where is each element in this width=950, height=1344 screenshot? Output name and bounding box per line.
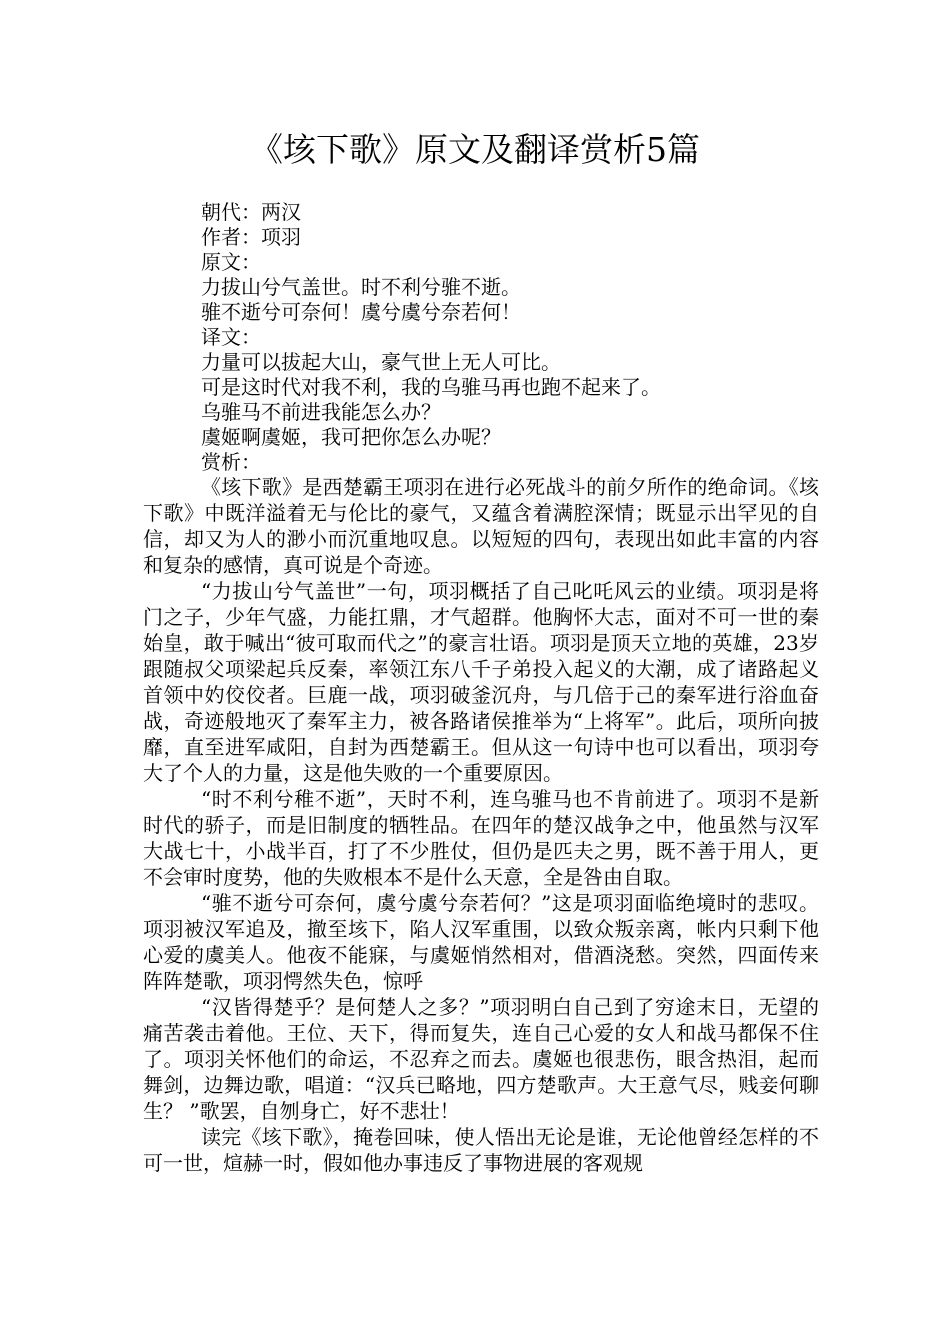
dynasty-line: 朝代：两汉: [201, 200, 301, 224]
original-text-heading: 原文：: [201, 250, 261, 274]
appreciation-paragraph: “汉皆得楚乎？是何楚人之多？”项羽明白自己到了穷途末日，无望的痛苦袭击着他。王位、天下，得而复失，连自己心爱的女人和战马都保不住了。项羽关怀他们的命运，不忍弃之而去。虞姬也很悲伤，眼含热泪，起而舞剑，边舞边歌，唱道：“汉兵已略地，四方楚歌声。大王意气尽，贱妾何聊生？ ”歌罢，自刎身亡，好不悲壮！: [143, 995, 819, 1123]
original-text-line: 力拔山兮气盖世。时不利兮骓不逝。: [201, 275, 521, 299]
appreciation-paragraph: “时不利兮稚不逝”，天时不利，连乌骓马也不肯前进了。项羽不是新时代的骄子，而是旧制度的牺牲品。在四年的楚汉战争之中，他虽然与汉军大战七十，小战半百，打了不少胜仗，但仍是匹夫之男，既不善于用人，更不会审时度势，他的失败根本不是什么天意，全是咎由自取。: [143, 787, 819, 889]
author-line: 作者：项羽: [201, 225, 301, 249]
appreciation-paragraph: 读完《垓下歌》，掩卷回味，使人悟出无论是谁，无论他曾经怎样的不可一世，煊赫一时，假如他办事违反了事物进展的客观规: [143, 1125, 819, 1175]
translation-heading: 译文：: [201, 325, 261, 349]
translation-line: 力量可以拔起大山，豪气世上无人可比。: [201, 350, 561, 374]
translation-line: 可是这时代对我不利，我的乌骓马再也跑不起来了。: [201, 375, 661, 399]
appreciation-heading: 赏析：: [201, 450, 261, 474]
appreciation-body: [143, 474, 819, 1176]
appreciation-paragraph: 《垓下歌》是西楚霸王项羽在进行必死战斗的前夕所作的绝命词。《垓下歌》中既洋溢着无与伦比的豪气，又蕴含着满腔深情；既显示出罕见的自信，却又为人的渺小而沉重地叹息。以短短的四句，表现出如此丰富的内容和复杂的感情，真可说是个奇迹。: [143, 475, 819, 577]
translation-line: 虞姬啊虞姬，我可把你怎么办呢？: [201, 425, 501, 449]
appreciation-paragraph: “力拔山兮气盖世”一句，项羽概括了自己叱吒风云的业绩。项羽是将门之子，少年气盛，力能扛鼎，才气超群。他胸怀大志，面对不可一世的秦始皇，敢于喊出“彼可取而代之”的豪言壮语。项羽是顶天立地的英雄，23岁跟随叔父项梁起兵反秦，率领江东八千子弟投入起义的大潮，成了诸路起义首领中妁佼佼者。巨鹿一战，项羽破釜沉舟，与几倍于己的秦军进行浴血奋战，奇迹般地灭了秦军主力，被各路诸侯推举为“上将军”。此后，项所向披靡，直至进军咸阳，自封为西楚霸王。但从这一句诗中也可以看出，项羽夸大了个人的力量，这是他失败的一个重要原因。: [143, 579, 819, 785]
poem-info-block: [201, 200, 821, 475]
document-title: 《垓下歌》原文及翻译赏析5篇: [250, 130, 700, 169]
translation-line: 乌骓马不前进我能怎么办？: [201, 400, 441, 424]
original-text-line: 骓不逝兮可奈何！虞兮虞兮奈若何！: [201, 300, 521, 324]
appreciation-paragraph: “骓不逝兮可奈何，虞兮虞兮奈若何？”这是项羽面临绝境时的悲叹。项羽被汉军追及，撤至垓下，陷人汉军重围，以致众叛亲离，帐内只剩下他心爱的虞美人。他夜不能寐，与虞姬悄然相对，借酒浇愁。突然，四面传来阵阵楚歌，项羽愕然失色，惊呼: [143, 891, 819, 993]
